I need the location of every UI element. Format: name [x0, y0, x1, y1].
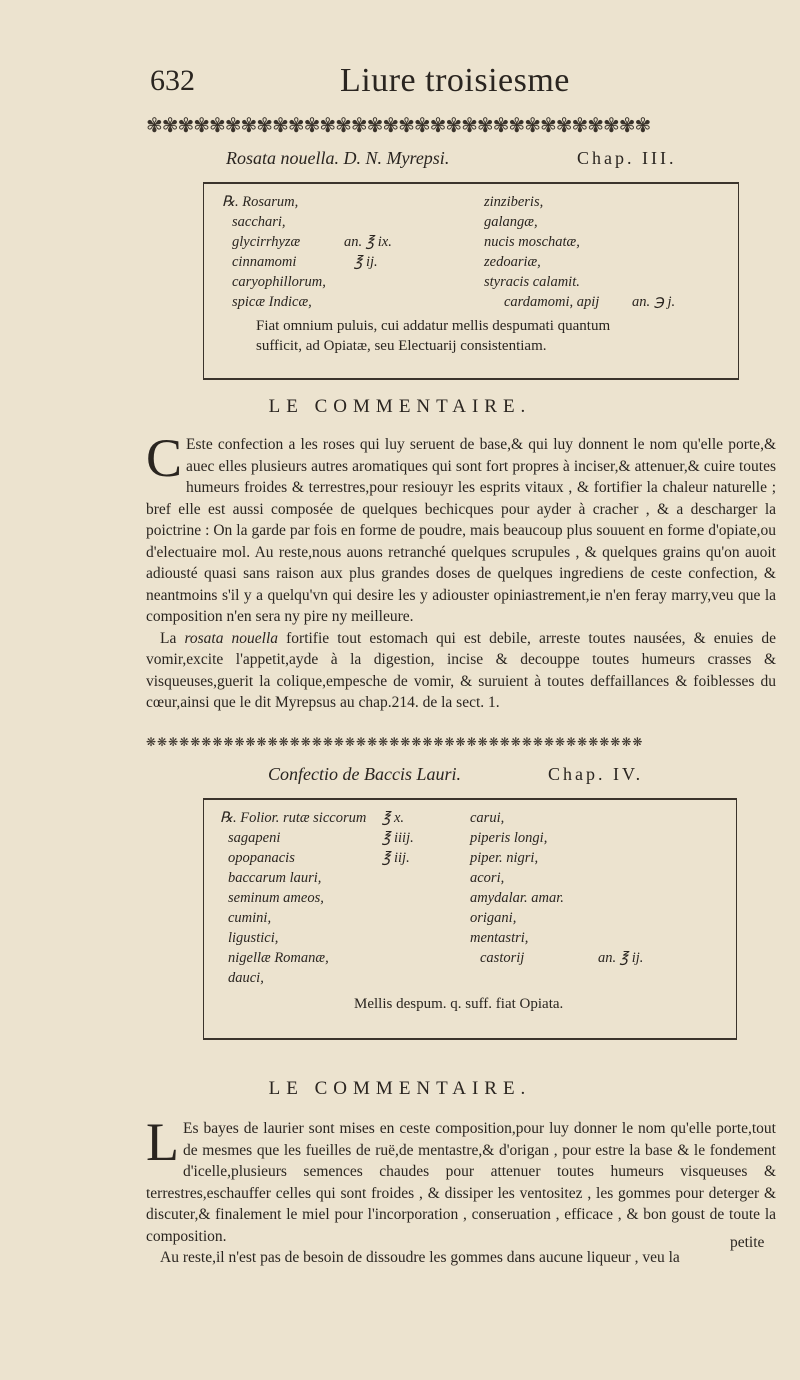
recipe-4-dose: ℥ x.	[382, 810, 405, 826]
recipe-4-ingredient: piper. nigri,	[470, 850, 539, 866]
recipe-4-ingredient: amydalar. amar.	[470, 890, 564, 906]
drop-cap: C	[146, 428, 183, 488]
recipe-4-dose: ℥ iij.	[382, 850, 410, 866]
drop-cap: L	[146, 1112, 179, 1172]
recipe-4-ingredient: ℞. Folior. rutæ siccorum	[220, 810, 367, 826]
recipe-3-ingredient: cinnamomi	[232, 254, 297, 270]
recipe-4-ingredient: baccarum lauri,	[228, 870, 322, 886]
commentary-3-paragraph-1: Este confection a les roses qui luy seruent de base,& qui luy donnent le nom qu'elle porte,& auec elles plusieurs autres aromatiques qui sont fort propres à inciser,& attenuer,& cuire toutes humeurs froides & terrestres,pour resiouyr les esprits vitaux , & fortifier la chaleur naturelle ; bref elle est aussi composée de quelques bechicques pour ayder à cracher , & a descharger la poictrine : On la garde par fois en forme de poudre, mais beaucoup plus souuent en forme d'opiate,ou d'electuaire mol. Au reste,nous auons retranché quelques scrupules , & quelques grains qu'on auoit adiousté quasi sans raison aux plus grandes doses de quelques ingrediens de ceste confection, & neantmoins s'il y a quelqu'vn qui desire les y adiouster opiniastrement,ie n'en feray marry,veu que la composition n'en sera ny pire ny meilleure.	[146, 436, 776, 625]
recipe-4-ingredient: cumini,	[228, 910, 272, 926]
recipe-4-ingredient: carui,	[470, 810, 505, 826]
chapter-3-title: Rosata nouella. D. N. Myrepsi.	[226, 148, 450, 168]
chapter-4-number: Chap. IV.	[548, 764, 644, 784]
recipe-3-ingredient: nucis moschatæ,	[484, 234, 580, 250]
commentary-4-paragraph-1: Es bayes de laurier sont mises en ceste composition,pour luy donner le nom qu'elle porte,tout de mesmes que les fueilles de ruë,de mentastre,& d'origan , pour estre la base & le fondement d'icelle,plusieurs semences chaudes pour attenuer toutes humeurs visqueuses & terrestres,eschauffer celles qui sont froides , & dissiper les ventositez , les gommes pour deterger & discuter,& finalement le miel pour l'incorporation , conseruation , efficace , & bon goust de toute la composition.	[146, 1120, 776, 1245]
recipe-4-ingredient: ligustici,	[228, 930, 279, 946]
commentary-3-paragraph-2: fortifie tout estomach qui est debile, arreste toutes nausées, & enuies de vomir,excite l'appetit,ayde à la digestion, incise & decouppe toutes humeurs crasses & visqueuses,guerit la colique,empesche de vomir, & suruient à toutes deffaillances & foiblesses du cœur,ainsi que le dit Myrepsus au chap.214. de la sect. 1.	[146, 629, 777, 711]
recipe-4-ingredient: castorij	[480, 950, 525, 966]
recipe-4-dose: ℥ iiij.	[382, 830, 414, 846]
commentary-4-paragraph-2: Au reste,il n'est pas de besoin de dissoudre les gommes dans aucune liqueur , veu la	[160, 1249, 680, 1266]
running-title: Liure troisiesme	[340, 62, 570, 99]
chapter-3-heading	[0, 148, 800, 172]
commentary-3-italic-term: rosata nouella	[184, 629, 279, 647]
recipe-3-ingredient: zinziberis,	[484, 194, 544, 210]
recipe-3-ingredient: styracis calamit.	[484, 274, 580, 290]
catchword: petite	[730, 1234, 765, 1251]
recipe-4-ingredient: nigellæ Romanæ,	[228, 950, 329, 966]
recipe-3-ingredient: galangæ,	[484, 214, 538, 230]
commentary-4-body	[146, 1112, 776, 1269]
running-header	[0, 62, 800, 106]
commentary-3-body	[146, 428, 777, 714]
chapter-3-number: Chap. III.	[577, 148, 677, 168]
chapter-4-recipe-box	[203, 798, 737, 1040]
recipe-4-ingredient: opopanacis	[228, 850, 295, 866]
commentary-4-heading: LE COMMENTAIRE.	[268, 1078, 532, 1099]
recipe-3-dose: ℥ ij.	[354, 254, 378, 270]
recipe-3-ingredient: glycirrhyzæ	[232, 234, 301, 250]
chapter-3-recipe-box	[203, 182, 739, 380]
recipe-4-ingredient: mentastri,	[470, 930, 529, 946]
chapter-4-title: Confectio de Baccis Lauri.	[268, 764, 461, 784]
recipe-3-ingredient: caryophillorum,	[232, 274, 326, 290]
page-number: 632	[150, 64, 195, 97]
ornament-band-top: ✾✾✾✾✾✾✾✾✾✾✾✾✾✾✾✾✾✾✾✾✾✾✾✾✾✾✾✾✾✾✾✾	[146, 114, 651, 136]
recipe-3-instruction: Fiat omnium puluis, cui addatur mellis despumati quantum	[256, 318, 611, 334]
commentary-3-heading: LE COMMENTAIRE.	[268, 396, 532, 417]
recipe-4-ingredient: seminum ameos,	[228, 890, 324, 906]
recipe-3-ingredient: ℞. Rosarum,	[222, 194, 299, 210]
recipe-4-dose: an. ℥ ij.	[598, 950, 644, 966]
ornament-band-middle: ❋❋❋❋❋❋❋❋❋❋❋❋❋❋❋❋❋❋❋❋❋❋❋❋❋❋❋❋❋❋❋❋❋❋❋❋❋❋❋❋❋❋❋❋❋	[146, 735, 644, 749]
recipe-4-instruction: Mellis despum. q. suff. fiat Opiata.	[354, 996, 564, 1012]
recipe-3-ingredient: cardamomi, apij	[504, 294, 600, 310]
recipe-4-ingredient: origani,	[470, 910, 517, 926]
recipe-3-ingredient: zedoariæ,	[484, 254, 541, 270]
recipe-3-ingredient: spicæ Indicæ,	[232, 294, 312, 310]
commentary-3-lead: La	[160, 629, 177, 647]
recipe-4-ingredient: sagapeni	[228, 830, 281, 846]
recipe-4-ingredient: piperis longi,	[470, 830, 548, 846]
recipe-3-ingredient: sacchari,	[232, 214, 286, 230]
recipe-3-instruction: sufficit, ad Opiatæ, seu Electuarij consistentiam.	[256, 338, 547, 354]
recipe-4-ingredient: dauci,	[228, 970, 264, 986]
chapter-4-heading	[0, 764, 800, 788]
recipe-3-dose: an. ℈ j.	[632, 294, 676, 310]
recipe-4-ingredient: acori,	[470, 870, 505, 886]
recipe-3-dose: an. ℥ ix.	[344, 234, 392, 250]
